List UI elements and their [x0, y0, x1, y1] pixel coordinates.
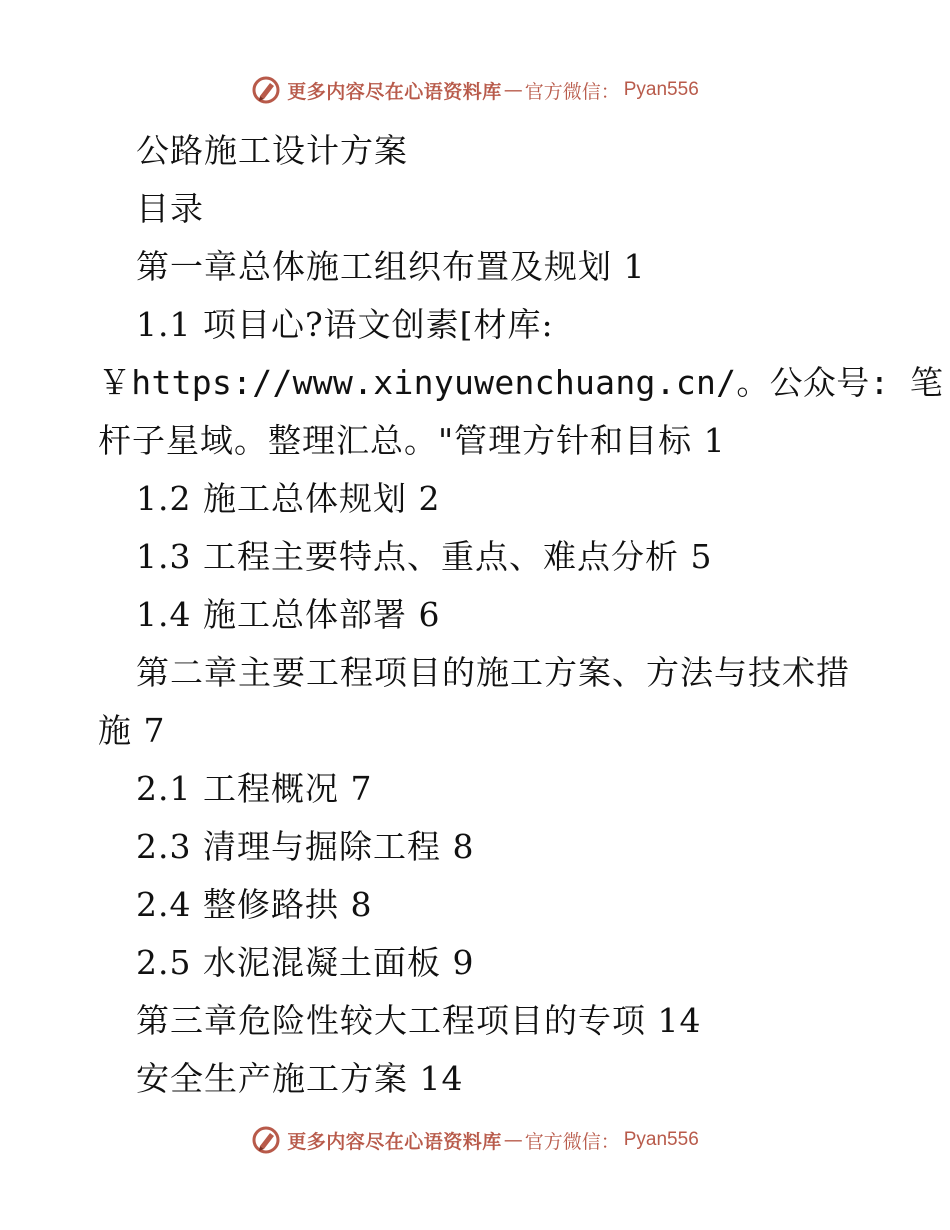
- toc-entry: 1.3 工程主要特点、重点、难点分析 5: [136, 537, 713, 576]
- watermark-id: Pyan556: [623, 1129, 699, 1150]
- toc-entry: 第二章主要工程项目的施工方案、方法与技术措: [136, 653, 850, 692]
- toc-heading: 目录: [136, 189, 204, 228]
- header-watermark: [0, 70, 950, 110]
- watermark-text: 更多内容尽在心语资料库: [287, 1130, 502, 1153]
- toc-entry: 1.2 施工总体规划 2: [136, 479, 441, 518]
- toc-entry-continued: ￥https://www.xinyuwenchuang.cn/。公众号: 笔: [98, 363, 944, 402]
- document-body: [98, 122, 944, 1108]
- toc-entry: 2.1 工程概况 7: [136, 769, 373, 808]
- watermark-sub: 官方微信：: [524, 1130, 620, 1153]
- pen-logo-icon: [251, 75, 281, 105]
- toc-entry: 1.4 施工总体部署 6: [136, 595, 441, 634]
- watermark-dash: —: [503, 79, 523, 101]
- toc-entry: 1.1 项目心?语文创素[材库:: [136, 305, 554, 344]
- toc-entry: 安全生产施工方案 14: [136, 1059, 464, 1098]
- watermark-text: 更多内容尽在心语资料库: [287, 80, 502, 103]
- watermark-sub: 官方微信：: [524, 80, 620, 103]
- toc-entry: 2.5 水泥混凝土面板 9: [136, 943, 475, 982]
- footer-watermark: [0, 1120, 950, 1160]
- toc-entry: 第三章危险性较大工程项目的专项 14: [136, 1001, 702, 1040]
- toc-entry: 2.4 整修路拱 8: [136, 885, 373, 924]
- toc-entry: 2.3 清理与掘除工程 8: [136, 827, 475, 866]
- toc-entry: 第一章总体施工组织布置及规划 1: [136, 247, 646, 286]
- document-title: 公路施工设计方案: [136, 131, 408, 170]
- watermark-dash: —: [503, 1129, 523, 1151]
- toc-entry-continued: 杆子星域。整理汇总。"管理方针和目标 1: [98, 421, 726, 460]
- pen-logo-icon: [251, 1125, 281, 1155]
- toc-entry-continued: 施 7: [98, 711, 166, 750]
- watermark-id: Pyan556: [623, 79, 699, 100]
